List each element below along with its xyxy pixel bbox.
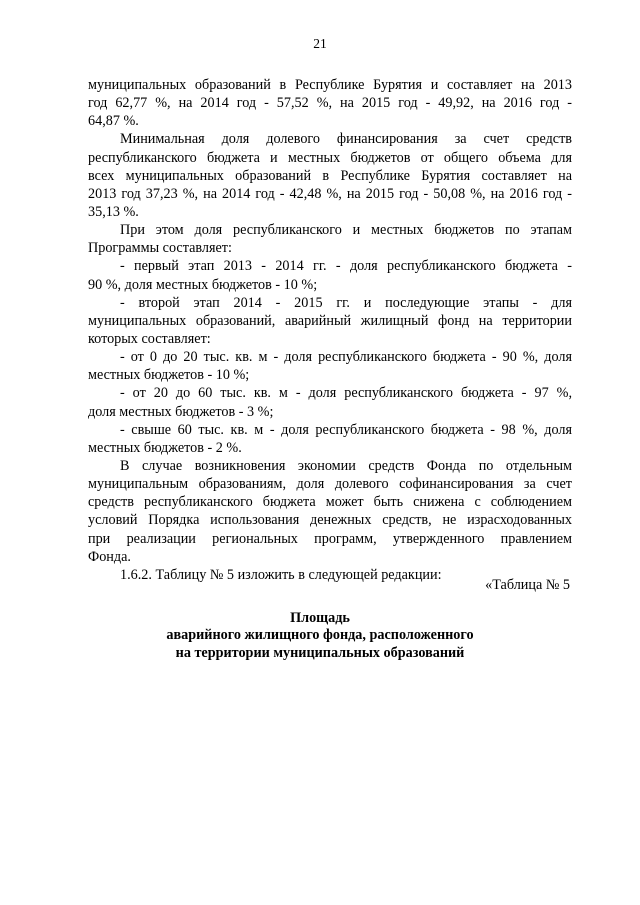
heading-line-3: на территории муниципальных образований <box>175 644 465 661</box>
text-line: муниципальных образований, аварийный жилищный фонд на территории <box>88 312 572 329</box>
text-line: При этом доля республиканского и местных бюджетов по этапам <box>120 222 572 239</box>
text-line: год 62,77 %, на 2014 год - 57,52 %, на 2015 год - 49,92, на 2016 год - <box>88 95 572 112</box>
table-heading <box>0 610 640 662</box>
heading-line-1: Площадь <box>290 610 350 626</box>
text-line: - второй этап 2014 - 2015 гг. и последующие этапы - для <box>120 294 572 311</box>
text-line: Фонда. <box>88 548 131 565</box>
page-number: 21 <box>313 36 327 51</box>
text-line: муниципальным образованиям, доля долевого софинансирования за счет <box>88 476 572 493</box>
text-line: муниципальных образований в Республике Бурятия и составляет на 2013 <box>88 77 572 93</box>
text-line: местных бюджетов - 10 %; <box>88 367 250 384</box>
text-line: республиканского бюджета и местных бюджетов от общего объема для <box>88 149 572 166</box>
text-line: 90 %, доля местных бюджетов - 10 %; <box>88 276 318 293</box>
body-text <box>88 76 572 584</box>
text-line: 2013 год 37,23 %, на 2014 год - 42,48 %, на 2015 год - 50,08 %, на 2016 год - <box>88 185 572 202</box>
text-line: 35,13 %. <box>88 203 139 220</box>
text-line: - свыше 60 тыс. кв. м - доля республиканского бюджета - 98 %, доля <box>120 421 572 438</box>
heading-line-2: аварийного жилищного фонда, расположенного <box>166 627 474 644</box>
text-line: всех муниципальных образований в Республике Бурятия составляет на <box>88 167 572 184</box>
text-line: которых составляет: <box>88 330 211 347</box>
text-line: В случае возникновения экономии средств Фонда по отдельным <box>120 457 572 474</box>
text-line: Минимальная доля долевого финансирования за счет средств <box>120 131 572 148</box>
text-line: местных бюджетов - 2 %. <box>88 439 242 456</box>
text-line: доля местных бюджетов - 3 %; <box>88 403 274 420</box>
text-line: - от 20 до 60 тыс. кв. м - доля республиканского бюджета - 97 %, <box>120 385 572 402</box>
text-line: - от 0 до 20 тыс. кв. м - доля республиканского бюджета - 90 %, доля <box>120 349 572 366</box>
text-line: средств республиканского бюджета может быть снижена с соблюдением <box>88 494 572 511</box>
table-reference: «Таблица № 5 <box>485 577 570 593</box>
text-line: 64,87 %. <box>88 113 139 130</box>
text-line: - первый этап 2013 - 2014 гг. - доля республиканского бюджета - <box>120 258 572 275</box>
text-line: условий Порядка использования денежных средств, не израсходованных <box>88 512 572 529</box>
text-line: при реализации региональных программ, утвержденного правлением <box>88 530 572 547</box>
text-line: 1.6.2. Таблицу № 5 изложить в следующей редакции: <box>120 566 442 583</box>
text-line: Программы составляет: <box>88 240 232 257</box>
